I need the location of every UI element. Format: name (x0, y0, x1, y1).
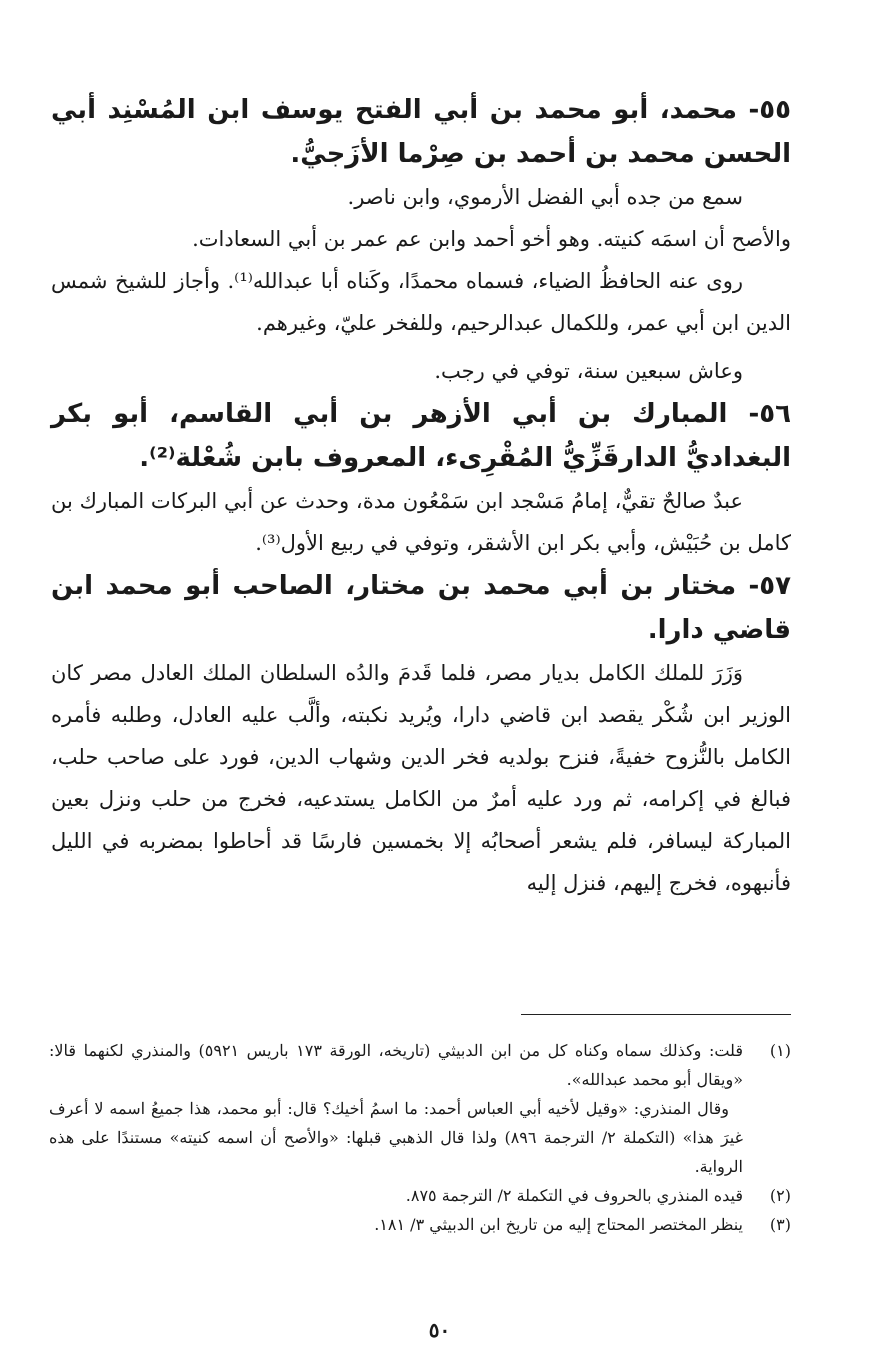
entry-57-paragraph: وَزَرَ للملك الكامل بديار مصر، فلما قَدمَ والدُه السلطان الملك العادل مصر كان الوزير ابن شُكْر يقصد ابن قاضي دارا، ويُريد نكبته، وألَّب عليه العادل، وطلبه فأمره الكامل بالنُّزوح خفيةً، فنزح بولديه فخر الدين وشهاب الدين، فورد على صاحب حلب، فبالغ في إكرامه، ثم ورد عليه أمرٌ من الكامل يستدعيه، فخرج من حلب ونزل بعين المباركة ليسافر، فلم يشعر أصحابُه إلا بخمسين فارسًا قد أحاطوا بمضربه في الليل فأنبهوه، فخرج إليهم، فنزل إليه (51, 661, 791, 895)
entry-55-paragraph: روى عنه الحافظُ الضياء، فسماه محمدًا، وكَناه أبا عبدالله⁽¹⁾. وأجاز للشيخ شمس الدين ابن أبي عمر، وللكمال عبدالرحيم، وللفخر عليّ، وغيرهم. (51, 269, 791, 335)
entry-heading-57: ٥٧- مختار بن أبي محمد بن مختار، الصاحب أبو محمد ابن قاضي دارا. (51, 571, 791, 645)
entry-55-paragraph: والأصح أن اسمَه كنيته. وهو أخو أحمد وابن عم عمر بن أبي السعادات. (192, 227, 791, 251)
footnote-divider (521, 1014, 791, 1015)
main-text (51, 88, 791, 904)
footnote-number: (٢) (769, 1186, 791, 1205)
footnote-body (49, 1181, 743, 1210)
footnote-line: قيده المنذري بالحروف في التكملة ٢/ الترجمة ٨٧٥. (405, 1186, 743, 1205)
entry-55-paragraph: وعاش سبعين سنة، توفي في رجب. (434, 359, 743, 383)
footnote-2 (49, 1181, 791, 1210)
footnote-1 (49, 1036, 791, 1181)
entry-56-paragraph: عبدٌ صالحٌ تقيٌّ، إمامُ مَسْجد ابن سَمْعُون مدة، وحدث عن أبي البركات المبارك بن كامل بن حُبَيْش، وأبي بكر ابن الأشقر، وتوفي في ربيع الأول⁽³⁾. (51, 489, 791, 555)
footnote-3 (49, 1210, 791, 1239)
footnote-line: قلت: وكذلك سماه وكناه كل من ابن الدبيثي (تاريخه، الورقة ١٧٣ باريس ٥٩٢١) والمنذري لكنهما قالا: «ويقال أبو محمد عبدالله». (49, 1041, 744, 1089)
entry-55-paragraph: سمع من جده أبي الفضل الأرموي، وابن ناصر. (347, 185, 743, 209)
footnote-number: (٣) (769, 1215, 791, 1234)
footnote-line: ينظر المختصر المحتاج إليه من تاريخ ابن الدبيثي ٣/ ١٨١. (374, 1215, 743, 1234)
page-number: ٥٠ (428, 1318, 451, 1342)
footnotes (49, 1036, 791, 1239)
entry-heading-55: ٥٥- محمد، أبو محمد بن أبي الفتح يوسف ابن المُسْنِد أبي الحسن محمد بن أحمد بن صِرْما الأزَجيُّ. (51, 95, 791, 169)
footnote-number: (١) (769, 1041, 791, 1060)
entry-heading-56: ٥٦- المبارك بن أبي الأزهر بن أبي القاسم، أبو بكر البغداديُّ الدارقَزِّيُّ المُقْرِىء، المعروف بابن شُعْلة⁽²⁾. (51, 399, 791, 473)
footnote-body (49, 1036, 743, 1181)
footnote-line: وقال المنذري: «وقيل لأخيه أبي العباس أحمد: ما اسمُ أخيك؟ قال: أبو محمد، هذا جميعُ اسمه لا أعرف غيرَ هذا» (التكملة ٢/ الترجمة ٨٩٦) ولذا قال الذهبي قبلها: «والأصح أن اسمه كنيته» مستندًا على هذه الرواية. (49, 1099, 743, 1176)
footnote-body (49, 1210, 743, 1239)
